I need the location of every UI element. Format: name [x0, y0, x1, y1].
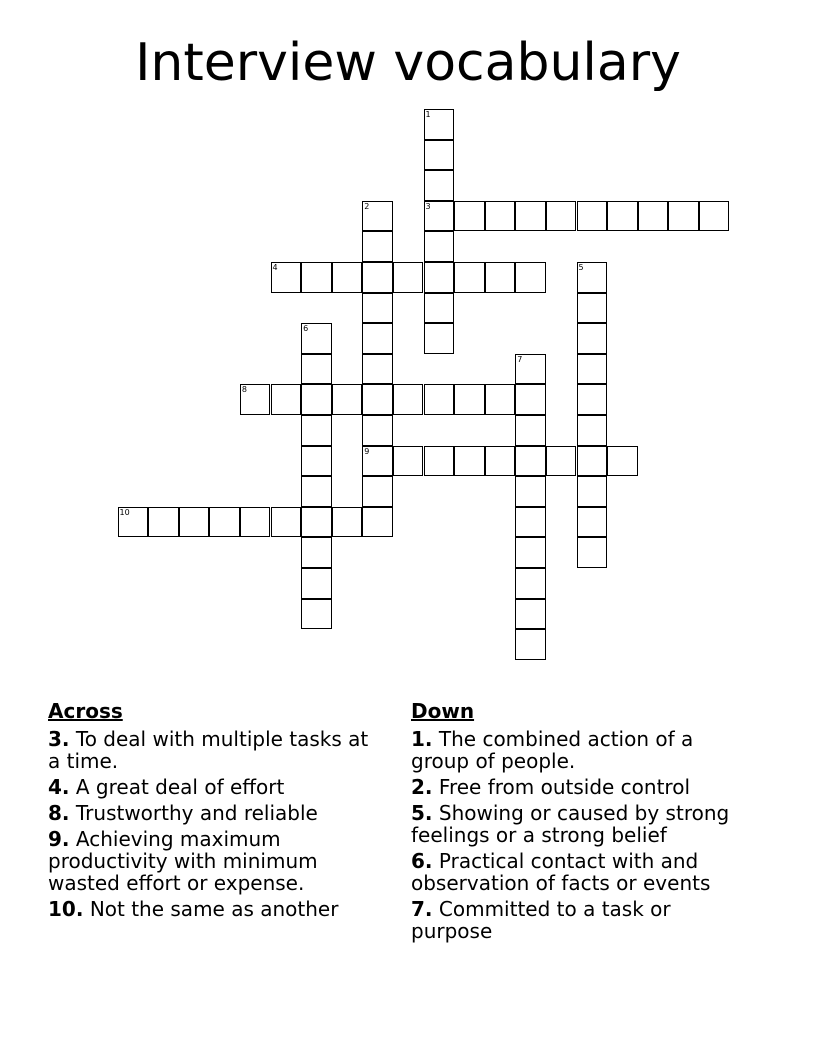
grid-cell[interactable]	[301, 354, 332, 385]
across-clue-8: 8. Trustworthy and reliable	[48, 801, 318, 825]
grid-cell[interactable]	[577, 293, 608, 324]
grid-cell[interactable]	[577, 262, 608, 293]
grid-cell[interactable]	[301, 323, 332, 354]
grid-cell[interactable]	[699, 201, 730, 232]
grid-cell[interactable]	[515, 629, 546, 660]
grid-cell[interactable]	[424, 109, 455, 140]
grid-cell[interactable]	[301, 446, 332, 477]
grid-cell[interactable]	[393, 446, 424, 477]
across-clue-10: 10. Not the same as another	[48, 897, 339, 921]
grid-cell[interactable]	[301, 476, 332, 507]
cell-number: 6	[303, 324, 309, 334]
grid-cell[interactable]	[485, 201, 516, 232]
grid-cell[interactable]	[271, 507, 302, 538]
grid-cell[interactable]	[454, 262, 485, 293]
grid-cell[interactable]	[424, 262, 455, 293]
grid-cell[interactable]	[362, 201, 393, 232]
grid-cell[interactable]	[118, 507, 149, 538]
grid-cell[interactable]	[485, 384, 516, 415]
cell-number: 4	[272, 263, 278, 272]
grid-cell[interactable]	[454, 384, 485, 415]
grid-cell[interactable]	[515, 537, 546, 568]
grid-cell[interactable]	[362, 323, 393, 354]
grid-cell[interactable]	[515, 599, 546, 630]
grid-cell[interactable]	[515, 354, 546, 385]
grid-cell[interactable]	[148, 507, 179, 538]
grid-cell[interactable]	[424, 293, 455, 324]
grid-cell[interactable]	[393, 384, 424, 415]
cell-number: 9	[364, 446, 370, 456]
down-clue-6: 6. Practical contact with and observation of facts or events	[411, 849, 711, 895]
grid-cell[interactable]	[301, 384, 332, 415]
grid-cell[interactable]	[362, 476, 393, 507]
grid-cell[interactable]	[424, 140, 455, 171]
grid-cell[interactable]	[607, 446, 638, 477]
grid-cell[interactable]	[577, 201, 608, 232]
down-clue-5: 5. Showing or caused by strong feelings or a strong belief	[411, 801, 730, 847]
grid-cell[interactable]	[301, 537, 332, 568]
cell-number: 2	[364, 201, 370, 211]
grid-cell[interactable]	[577, 415, 608, 446]
cell-number: 8	[241, 385, 247, 395]
grid-cell[interactable]	[271, 262, 302, 293]
grid-cell[interactable]	[424, 170, 455, 201]
down-clues	[411, 700, 751, 946]
grid-cell[interactable]	[515, 446, 546, 477]
grid-cell[interactable]	[424, 323, 455, 354]
grid-cell[interactable]	[393, 262, 424, 293]
grid-cell[interactable]	[577, 537, 608, 568]
grid-cell[interactable]	[209, 507, 240, 538]
grid-cell[interactable]	[301, 415, 332, 446]
grid-cell[interactable]	[301, 262, 332, 293]
grid-cell[interactable]	[515, 384, 546, 415]
grid-cell[interactable]	[515, 568, 546, 599]
across-heading: Across	[48, 699, 123, 723]
grid-cell[interactable]	[546, 201, 577, 232]
cell-number: 1	[425, 110, 431, 119]
grid-cell[interactable]	[424, 231, 455, 262]
grid-cell[interactable]	[179, 507, 210, 538]
grid-cell[interactable]	[332, 384, 363, 415]
across-clue-9: 9. Achieving maximum productivity with minimum wasted effort or expense.	[48, 827, 318, 895]
down-clue-1: 1. The combined action of a group of people.	[411, 727, 694, 773]
cell-number: 7	[517, 354, 523, 364]
grid-cell[interactable]	[301, 507, 332, 538]
grid-cell[interactable]	[301, 568, 332, 599]
across-clues	[48, 700, 383, 924]
grid-cell[interactable]	[424, 201, 455, 232]
grid-cell[interactable]	[577, 323, 608, 354]
grid-cell[interactable]	[424, 384, 455, 415]
grid-cell[interactable]	[577, 476, 608, 507]
grid-cell[interactable]	[454, 201, 485, 232]
grid-cell[interactable]	[577, 354, 608, 385]
grid-cell[interactable]	[362, 231, 393, 262]
grid-cell[interactable]	[362, 384, 393, 415]
grid-cell[interactable]	[515, 201, 546, 232]
grid-cell[interactable]	[454, 446, 485, 477]
across-clue-4: 4. A great deal of effort	[48, 775, 285, 799]
grid-cell[interactable]	[485, 446, 516, 477]
grid-cell[interactable]	[515, 415, 546, 446]
grid-cell[interactable]	[515, 476, 546, 507]
grid-cell[interactable]	[362, 507, 393, 538]
grid-cell[interactable]	[332, 507, 363, 538]
across-clue-3: 3. To deal with multiple tasks at a time.	[48, 727, 369, 773]
grid-cell[interactable]	[546, 446, 577, 477]
grid-cell[interactable]	[485, 262, 516, 293]
grid-cell[interactable]	[607, 201, 638, 232]
grid-cell[interactable]	[240, 507, 271, 538]
cell-number: 3	[425, 201, 431, 211]
cell-number: 10	[119, 507, 130, 517]
down-heading: Down	[411, 699, 475, 723]
down-clue-7: 7. Committed to a task or purpose	[411, 897, 671, 943]
grid-cell[interactable]	[332, 262, 363, 293]
grid-cell[interactable]	[515, 262, 546, 293]
grid-cell[interactable]	[577, 446, 608, 477]
grid-cell[interactable]	[362, 415, 393, 446]
grid-cell[interactable]	[240, 384, 271, 415]
grid-cell[interactable]	[577, 507, 608, 538]
grid-cell[interactable]	[424, 446, 455, 477]
grid-cell[interactable]	[668, 201, 699, 232]
grid-cell[interactable]	[301, 599, 332, 630]
down-clue-2: 2. Free from outside control	[411, 775, 691, 799]
grid-cell[interactable]	[362, 262, 393, 293]
cell-number: 5	[578, 263, 584, 272]
grid-cell[interactable]	[362, 354, 393, 385]
grid-cell[interactable]	[577, 384, 608, 415]
grid-cell[interactable]	[362, 446, 393, 477]
puzzle-title: Interview vocabulary	[135, 33, 681, 93]
grid-cell[interactable]	[638, 201, 669, 232]
grid-cell[interactable]	[362, 293, 393, 324]
grid-cell[interactable]	[271, 384, 302, 415]
grid-cell[interactable]	[515, 507, 546, 538]
